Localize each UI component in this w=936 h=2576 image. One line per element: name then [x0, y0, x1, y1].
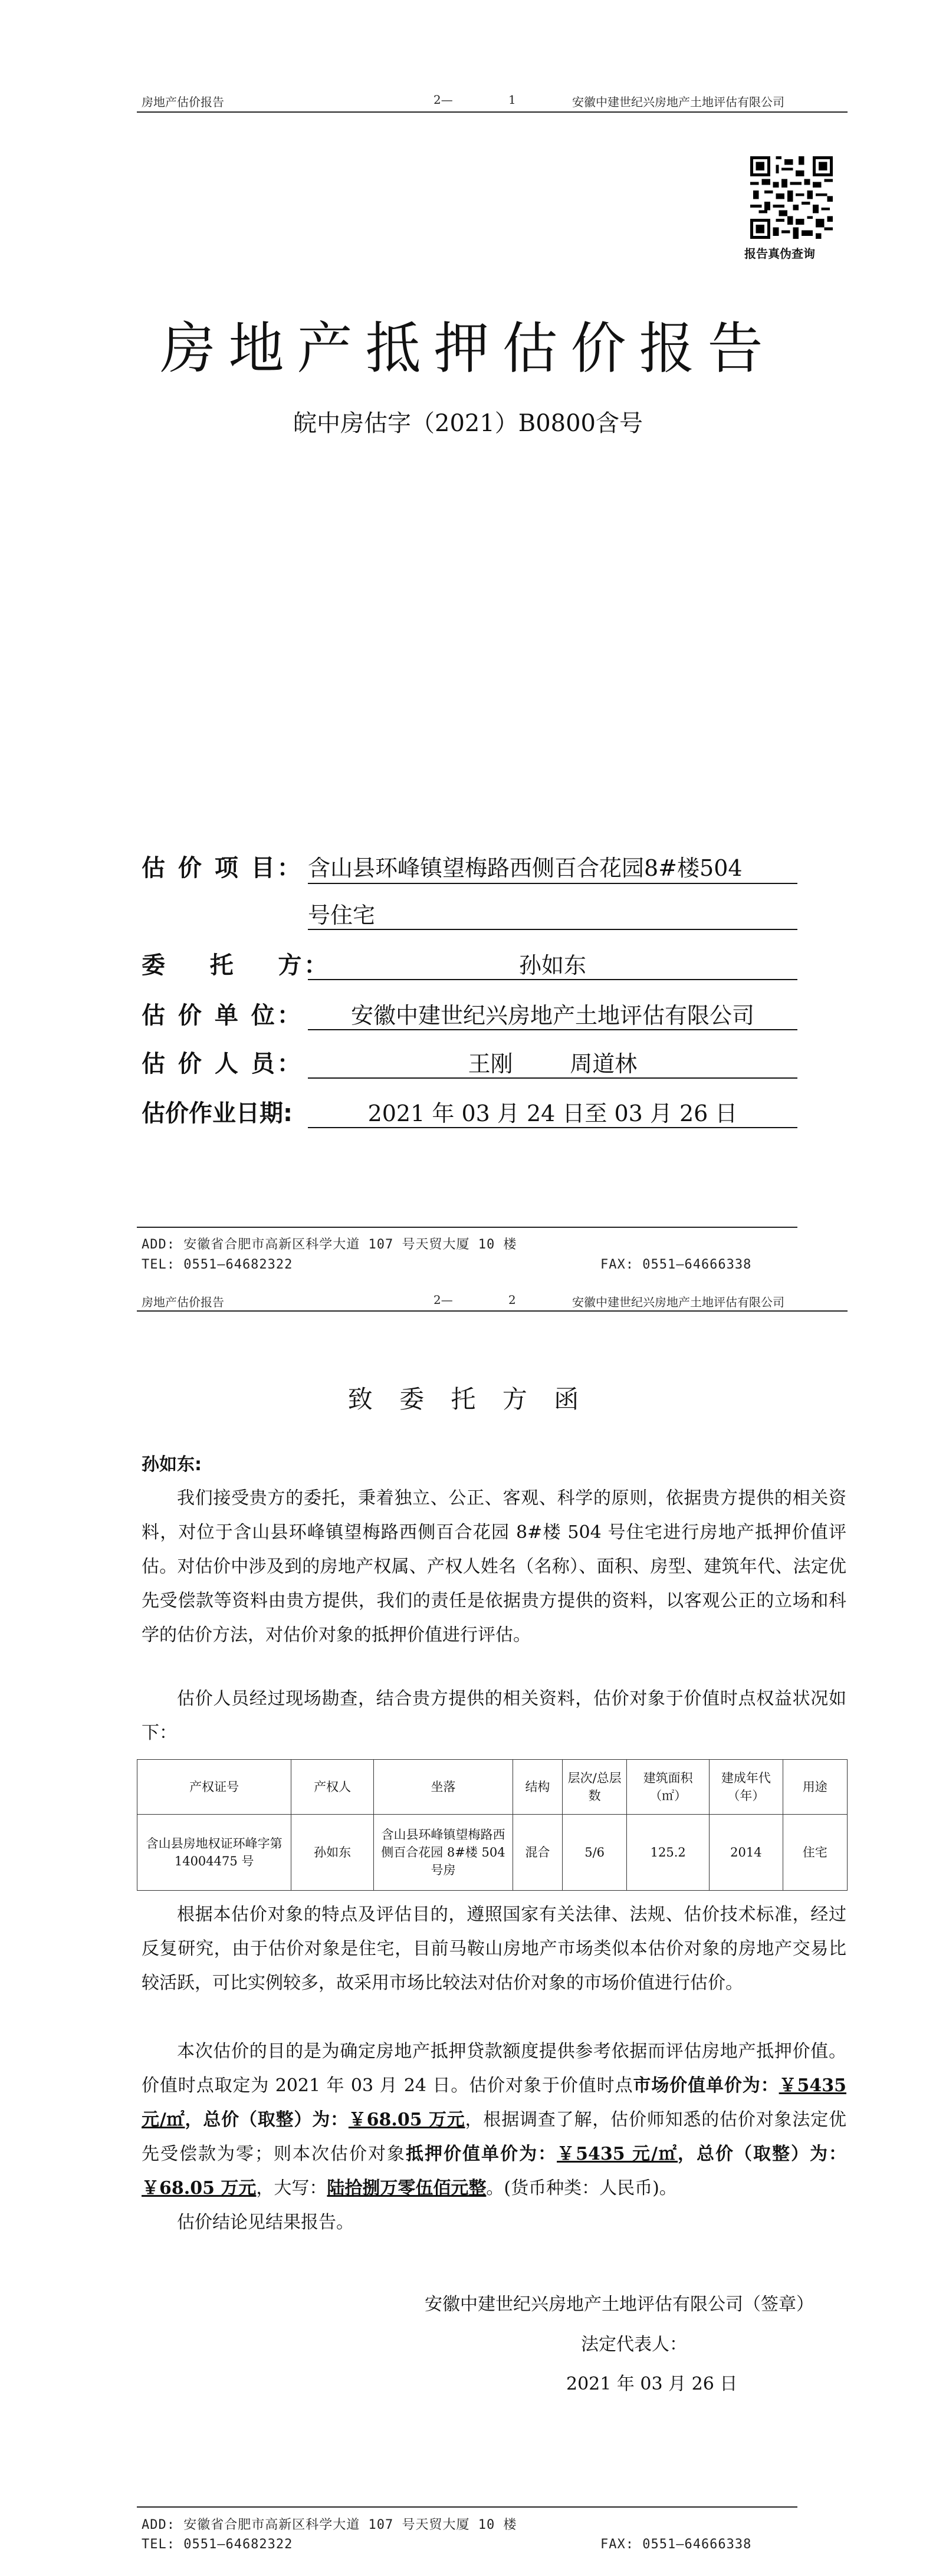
footer-fax: FAX: 0551—64666338 [600, 1257, 752, 1272]
letter-title: 致 委 托 方 函 [347, 1385, 589, 1414]
mortgage-unit-price-label: 抵押价值单价为： [406, 2144, 557, 2164]
addressee: 孙如东: [142, 1454, 202, 1475]
paragraph-conclusion [142, 2035, 846, 2206]
table-cell: 混合 [513, 1815, 562, 1891]
header-page-number: 2 [508, 1293, 516, 1307]
table-cell: 含山县房地权证环峰字第 14004475 号 [137, 1815, 291, 1891]
field-label-client: 委 托 方： [142, 952, 330, 979]
paragraph-text: 估价结论见结果报告。 [177, 2212, 354, 2233]
table-header-cell: 坐落 [373, 1760, 513, 1815]
field-value-appraiser-company: 安徽中建世纪兴房地产土地评估有限公司 [350, 1003, 754, 1029]
table-cell: 含山县环峰镇望梅路西侧百合花园 8#楼 504 号房 [373, 1815, 513, 1891]
header-center: 2— [433, 93, 453, 107]
header-left: 房地产估价报告 [142, 1295, 224, 1309]
report-title: 房地产抵押估价报告 [160, 317, 776, 381]
underline [308, 979, 797, 980]
table-row [137, 1815, 848, 1891]
paragraph-site-survey [142, 1682, 846, 1750]
qr-caption: 报告真伪查询 [744, 247, 815, 261]
header-left: 房地产估价报告 [142, 95, 224, 109]
text-span: ，大写： [256, 2178, 327, 2199]
text-span: 。(货币种类：人民币)。 [486, 2178, 677, 2199]
paragraph-text: 估价人员经过现场勘查，结合贵方提供的相关资料，估价对象于价值时点权益状况如下： [142, 1688, 846, 1743]
footer-tel: TEL: 0551—64682322 [142, 1257, 293, 1272]
mortgage-total-price: ￥68.05 万元 [142, 2178, 257, 2199]
field-value-project-line2: 号住宅 [308, 902, 376, 928]
table-header-row [137, 1760, 848, 1815]
table-header-cell: 产权证号 [137, 1760, 291, 1815]
header-right: 安徽中建世纪兴房地产土地评估有限公司 [572, 95, 784, 109]
table-header-cell: 结构 [513, 1760, 562, 1815]
table-cell: 住宅 [783, 1815, 847, 1891]
footer-rule [137, 2506, 797, 2508]
paragraph-method [142, 1898, 846, 2000]
field-value-work-date: 2021 年 03 月 24 日至 03 月 26 日 [367, 1100, 738, 1126]
table-cell: 孙如东 [291, 1815, 374, 1891]
field-label-appraiser-company: 估 价 单 位： [142, 1002, 303, 1029]
paragraph-intro [142, 1481, 846, 1652]
text-span: 本次估价的目的是为确定房地产抵押贷款额度提供参考依据而评估房地产抵押价值。价值时点取定为 2021 年 03 月 24 日。估价对象于价值时点 [142, 2041, 846, 2096]
signature-legal-rep: 法定代表人： [581, 2334, 687, 2355]
header-rule [137, 111, 848, 113]
table-header-cell: 产权人 [291, 1760, 374, 1815]
mortgage-unit-price: ￥5435 元/㎡ [557, 2144, 678, 2164]
underline [308, 1029, 797, 1030]
header-page-number: 1 [508, 93, 516, 107]
table-cell: 125.2 [627, 1815, 710, 1891]
footer-rule [137, 1227, 797, 1228]
property-table [137, 1759, 848, 1891]
table-cell: 5/6 [562, 1815, 626, 1891]
table-header-cell: 层次/总层数 [562, 1760, 626, 1815]
table-header-cell: 用途 [783, 1760, 847, 1815]
signature-company: 安徽中建世纪兴房地产土地评估有限公司（签章） [425, 2294, 814, 2315]
market-unit-price-label: 市场价值单价为： [633, 2075, 779, 2096]
underline [308, 1127, 797, 1128]
table-header-cell: 建筑面积（㎡） [627, 1760, 710, 1815]
footer-address: ADD: 安徽省合肥市高新区科学大道 107 号天贸大厦 10 楼 [142, 2518, 517, 2532]
market-total-label: ，总价（取整）为： [185, 2110, 349, 2130]
footer-tel: TEL: 0551—64682322 [142, 2537, 293, 2552]
report-number: 皖中房估字（2021）B0800含号 [293, 410, 643, 437]
header-center: 2— [433, 1293, 453, 1307]
table-cell: 2014 [710, 1815, 783, 1891]
paragraph-text: 根据本估价对象的特点及评估目的，遵照国家有关法律、法规、估价技术标准，经过反复研究，由于估价对象是住宅，目前马鞍山房地产市场类似本估价对象的房地产交易比较活跃，可比实例较多，故采用市场比较法对估价对象的市场价值进行估价。 [142, 1904, 846, 1993]
paragraph-see-report [142, 2206, 846, 2240]
underline [308, 929, 797, 930]
text-span: ，根据调查了解，估价师知悉的估价对象法定优先受偿款为零；则本次估价对象 [142, 2110, 847, 2164]
qr-code-icon[interactable] [750, 156, 833, 239]
footer-address: ADD: 安徽省合肥市高新区科学大道 107 号天贸大厦 10 楼 [142, 1237, 517, 1252]
field-value-appraisers: 王刚 周道林 [468, 1051, 638, 1077]
header-right: 安徽中建世纪兴房地产土地评估有限公司 [572, 1295, 784, 1309]
field-label-appraisers: 估 价 人 员： [142, 1050, 303, 1077]
market-total-price: ￥68.05 万元 [348, 2110, 465, 2130]
field-value-client: 孙如东 [518, 952, 586, 978]
paragraph-text [142, 2035, 846, 2206]
signature-date: 2021 年 03 月 26 日 [566, 2374, 738, 2394]
underline [308, 1077, 797, 1079]
header-rule [137, 1310, 848, 1312]
underline [308, 883, 797, 884]
table-header-cell: 建成年代（年） [710, 1760, 783, 1815]
field-label-project: 估 价 项 目： [142, 855, 303, 882]
mortgage-total-label: ，总价（取整）为： [678, 2144, 847, 2164]
amount-in-words: 陆拾捌万零伍佰元整 [327, 2178, 487, 2199]
market-unit-price: ￥5435 元/㎡ [142, 2075, 846, 2130]
field-value-project-line1: 含山县环峰镇望梅路西侧百合花园8#楼504 [308, 855, 743, 881]
paragraph-text: 我们接受贵方的委托，秉着独立、公正、客观、科学的原则，依据贵方提供的相关资料，对位于含山县环峰镇望梅路西侧百合花园 8#楼 504 号住宅进行房地产抵押价值评估。对估价中涉及到的房地产权属、产权人姓名（名称）、面积、房型、建筑年代、法定优先受偿款等资料由贵方提供，我们的责任是依据贵方提供的资料，以客观公正的立场和科学的估价方法，对估价对象的抵押价值进行评估。 [142, 1488, 846, 1645]
field-label-work-date: 估价作业日期: [142, 1100, 293, 1127]
footer-fax: FAX: 0551—64666338 [600, 2537, 752, 2552]
